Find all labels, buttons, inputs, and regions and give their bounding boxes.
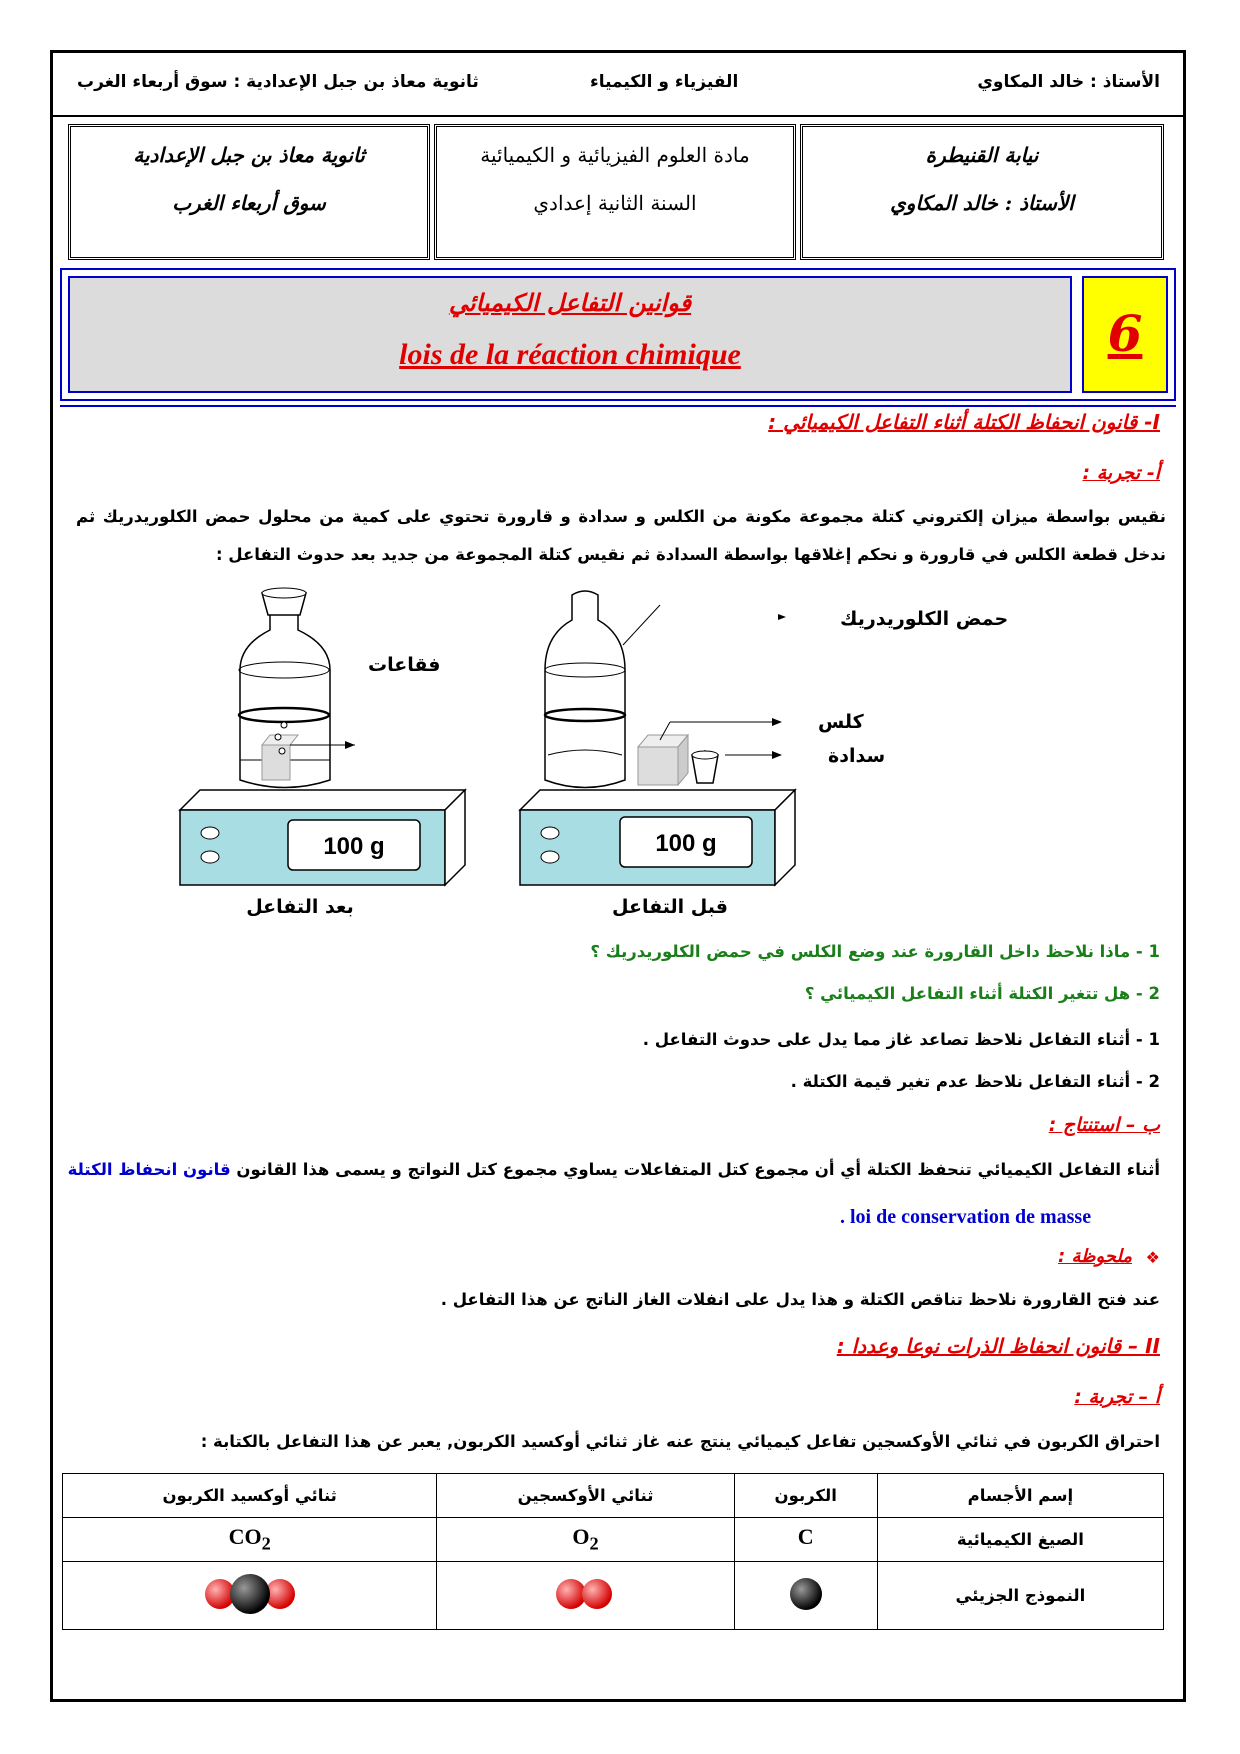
answer-2: 2 - أثناء التفاعل نلاحظ عدم تغير قيمة الكتلة . [790,1072,1160,1091]
level-label: السنة الثانية إعدادي [533,191,697,215]
scale-reading-before: 100 g [655,830,717,857]
lesson-title-fr: lois de la réaction chimique [399,338,741,371]
caption-before: قبل التفاعل [612,896,728,918]
table-row-formulas [63,1518,1164,1562]
name-carbon: الكربون [734,1474,877,1518]
label-bubbles: فقاعات [368,654,441,676]
answer-1: 1 - أثناء التفاعل نلاحظ تصاعد غاز مما يدل على حدوث التفاعل . [642,1030,1160,1049]
formula-oxygen: $O_2$ [437,1518,734,1562]
title-underline [60,405,1176,407]
model-carbon [734,1562,877,1630]
row-label-names: إسم الأجسام [877,1474,1163,1518]
town-label: سوق أربعاء الغرب [172,191,326,215]
question-1: 1 - ماذا نلاحظ داخل القارورة عند وضع الكلس في حمض الكلوريدريك ؟ [590,942,1160,961]
row-label-models: النموذج الجزيئي [877,1562,1163,1630]
model-oxygen [437,1562,734,1630]
note-heading: ملحوظة : [1058,1246,1132,1267]
lesson-title-ar: قوانين التفاعل الكيميائي [448,288,692,317]
note-bullet-icon: ❖ [1145,1248,1160,1267]
info-box-left [68,124,430,260]
table-row-names [63,1474,1164,1518]
label-acid: حمض الكلوريدريك [840,608,1009,630]
header-subject: الفيزياء و الكيمياء [590,72,739,92]
conclusion-body: أثناء التفاعل الكيميائي تنحفظ الكتلة أي أن مجموع كتل المتفاعلات يساوي مجموع كتل النواتج و يسمى هذا القانون [236,1160,1160,1179]
info-box-middle [434,124,796,260]
section1-experiment-text: نقيس بواسطة ميزان إلكتروني كتلة مجموعة مكونة من الكلس و سدادة و قارورة تحتوي على كمية من محلول حمض الكلوريدريك ثم ندخل قطعة الكلس في قارورة و نحكم إغلاقها بواسطة السدادة ثم نقيس كتلة المجموعة من جديد بعد حدوث التفاعل : [76,507,1166,564]
scale-reading-after: 100 g [323,833,385,860]
conclusion-heading: ب – استنتاج : [1048,1114,1160,1136]
info-box-right [800,124,1164,260]
formula-carbon: C [734,1518,877,1562]
header-teacher: الأستاذ : خالد المكاوي [977,72,1160,92]
section2-experiment-text: احتراق الكربون في ثنائي الأوكسجين تفاعل كيميائي ينتج عنه غاز ثنائي أوكسيد الكربون, يعبر عن هذا التفاعل بالكتابة : [200,1432,1160,1451]
header-divider [50,115,1186,117]
conclusion-text [67,1160,1160,1179]
row-label-formulas: الصيغ الكيميائية [877,1518,1163,1562]
question-2: 2 - هل تتغير الكتلة أثناء التفاعل الكيميائي ؟ [804,984,1160,1003]
table-row-models [63,1562,1164,1630]
formula-co2: $CO_2$ [63,1518,437,1562]
caption-after: بعد التفاعل [246,896,354,918]
subject-label: مادة العلوم الفيزيائية و الكيميائية [480,143,750,167]
name-co2: ثنائي أوكسيد الكربون [63,1474,437,1518]
setup-before [520,591,795,885]
model-co2 [63,1562,437,1630]
carbon-atom-icon [784,1572,828,1616]
section1-heading: I- قانون انحفاظ الكتلة أثناء التفاعل الكيميائي : [768,410,1160,434]
section2-experiment-heading: أ – تجربة : [1074,1386,1160,1408]
teacher-label: الأستاذ : خالد المكاوي [890,191,1074,215]
chemistry-table [62,1473,1164,1630]
note-text: عند فتح القارورة نلاحظ تناقص الكتلة و هذا يدل على انفلات الغاز الناتج عن هذا التفاعل . [440,1290,1160,1309]
school-label: ثانوية معاذ بن جبل الإعدادية [133,143,365,167]
directorate-label: نيابة القنيطرة [925,143,1039,167]
oxygen-molecule-icon [545,1572,625,1616]
label-lime: كلس [818,711,864,733]
setup-after [180,588,465,885]
label-cap: سدادة [828,745,886,767]
co2-molecule-icon [190,1570,310,1618]
lesson-title-box [68,276,1072,393]
lesson-number: 6 [1082,276,1168,393]
section2-heading: II – قانون انحفاظ الذرات نوعا وعددا : [836,1334,1160,1358]
header-school: ثانوية معاذ بن جبل الإعدادية : سوق أربعاء الغرب [77,72,479,92]
section1-experiment-heading: أ- تجربة : [1082,462,1160,484]
conclusion-law: قانون انحفاظ الكتلة [67,1160,231,1179]
name-oxygen: ثنائي الأوكسجين [437,1474,734,1518]
conclusion-law-fr: . loi de conservation de masse [840,1206,1092,1228]
experiment-figure [170,585,1080,925]
